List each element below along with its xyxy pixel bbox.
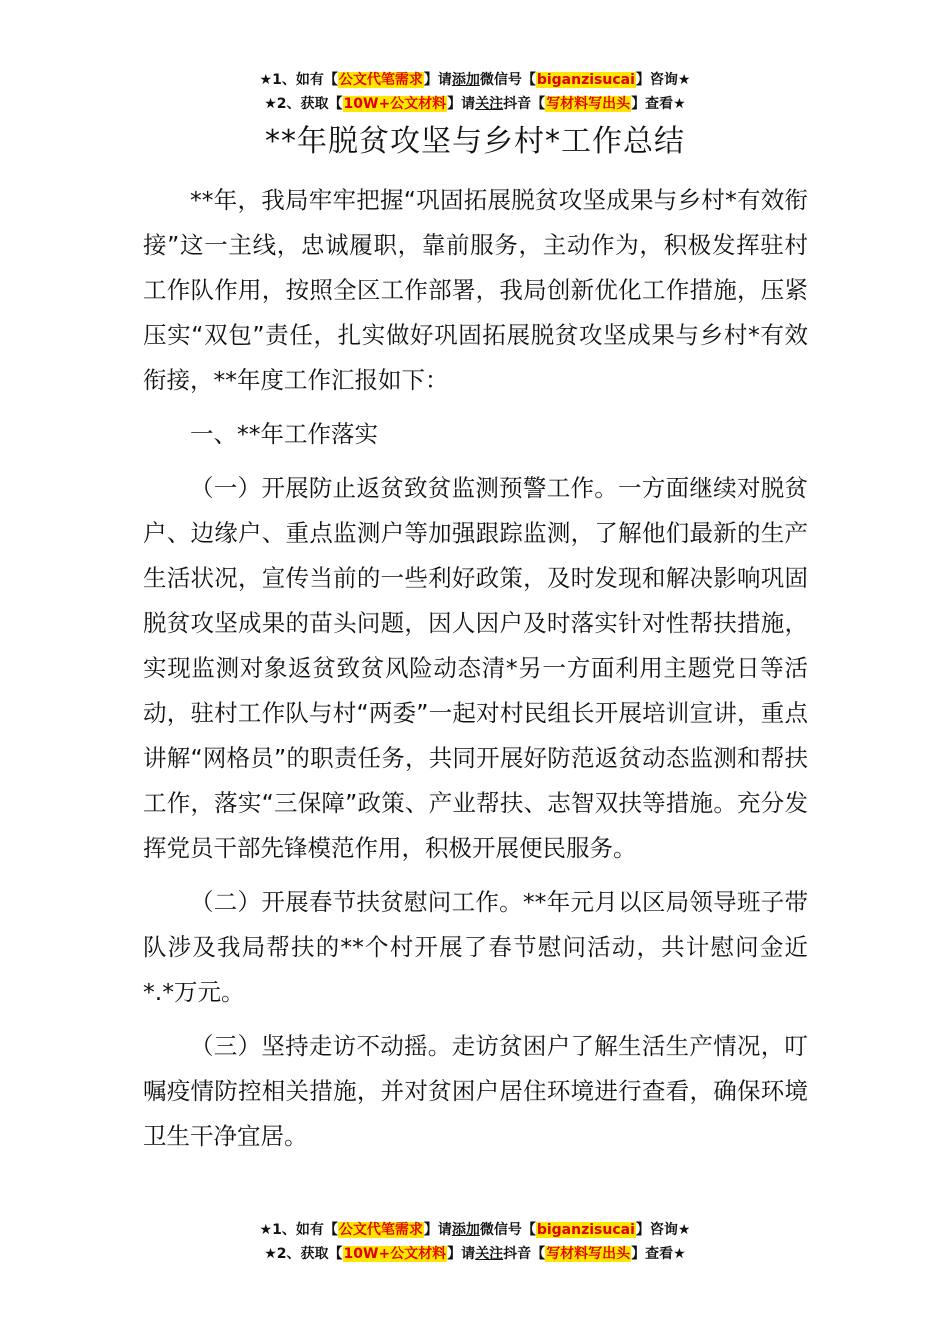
banner-line-1	[0, 1218, 950, 1242]
banner-highlight: biganzisucai	[536, 1222, 635, 1238]
banner-underline: 添加	[451, 72, 480, 88]
footer-banner	[0, 1218, 950, 1266]
header-banner	[0, 68, 950, 116]
banner-text: 】查看★	[631, 1246, 686, 1262]
document-body	[143, 178, 808, 1168]
banner-text: 】请	[447, 1246, 476, 1262]
paragraph-item-2: （二）开展春节扶贫慰问工作。**年元月以区局领导班子带队涉及我局帮扶的**个村开展了春节慰问活动，共计慰问金近*.*万元。	[143, 888, 808, 1006]
banner-text: 微信号【	[479, 72, 536, 88]
banner-highlight: 公文代笔需求	[338, 72, 423, 88]
banner-text: 抖音【	[503, 96, 546, 112]
banner-underline: 关注	[475, 1246, 504, 1262]
banner-text: 】请	[423, 72, 452, 88]
banner-underline: 关注	[475, 96, 504, 112]
banner-text: ★2、获取【	[264, 96, 343, 112]
banner-highlight: 公文代笔需求	[338, 1222, 423, 1238]
banner-text: 】请	[423, 1222, 452, 1238]
banner-text: 微信号【	[479, 1222, 536, 1238]
banner-line-2	[0, 1242, 950, 1266]
banner-text: ★2、获取【	[264, 1246, 343, 1262]
banner-highlight: 10W+公文材料	[343, 96, 447, 112]
banner-text: ★1、如有【	[259, 72, 338, 88]
banner-text: 】咨询★	[635, 1222, 691, 1238]
banner-text: 】咨询★	[635, 72, 691, 88]
paragraph-intro: **年，我局牢牢把握“巩固拓展脱贫攻坚成果与乡村*有效衔接”这一主线，忠诚履职，靠前服务，主动作为，积极发挥驻村工作队作用，按照全区工作部署，我局创新优化工作措施，压紧压实“双包”责任，扎实做好巩固拓展脱贫攻坚成果与乡村*有效衔接，**年度工作汇报如下：	[143, 186, 808, 394]
banner-highlight: 写材料写出头	[546, 1246, 631, 1262]
banner-line-2	[0, 92, 950, 116]
document-title: **年脱贫攻坚与乡村*工作总结	[265, 124, 685, 159]
banner-underline: 添加	[451, 1222, 480, 1238]
banner-text: 】查看★	[631, 96, 686, 112]
banner-highlight: biganzisucai	[536, 72, 635, 88]
paragraph-item-1: （一）开展防止返贫致贫监测预警工作。一方面继续对脱贫户、边缘户、重点监测户等加强跟踪监测，了解他们最新的生产生活状况，宣传当前的一些利好政策，及时发现和解决影响巩固脱贫攻坚成果的苗头问题，因人因户及时落实针对性帮扶措施，实现监测对象返贫致贫风险动态清*另一方面利用主题党日等活动，驻村工作队与村“两委”一起对村民组长开展培训宣讲，重点讲解“网格员”的职责任务，共同开展好防范返贫动态监测和帮扶工作，落实“三保障”政策、产业帮扶、志智双扶等措施。充分发挥党员干部先锋模范作用，积极开展便民服务。	[143, 474, 808, 862]
section-heading: 一、**年工作落实	[190, 420, 378, 448]
banner-line-1	[0, 68, 950, 92]
banner-text: 】请	[447, 96, 476, 112]
paragraph-item-3: （三）坚持走访不动摇。走访贫困户了解生活生产情况，叮嘱疫情防控相关措施，并对贫困户居住环境进行查看，确保环境卫生干净宜居。	[143, 1032, 808, 1150]
banner-highlight: 写材料写出头	[546, 96, 631, 112]
banner-text: ★1、如有【	[259, 1222, 338, 1238]
banner-text: 抖音【	[503, 1246, 546, 1262]
banner-highlight: 10W+公文材料	[343, 1246, 447, 1262]
